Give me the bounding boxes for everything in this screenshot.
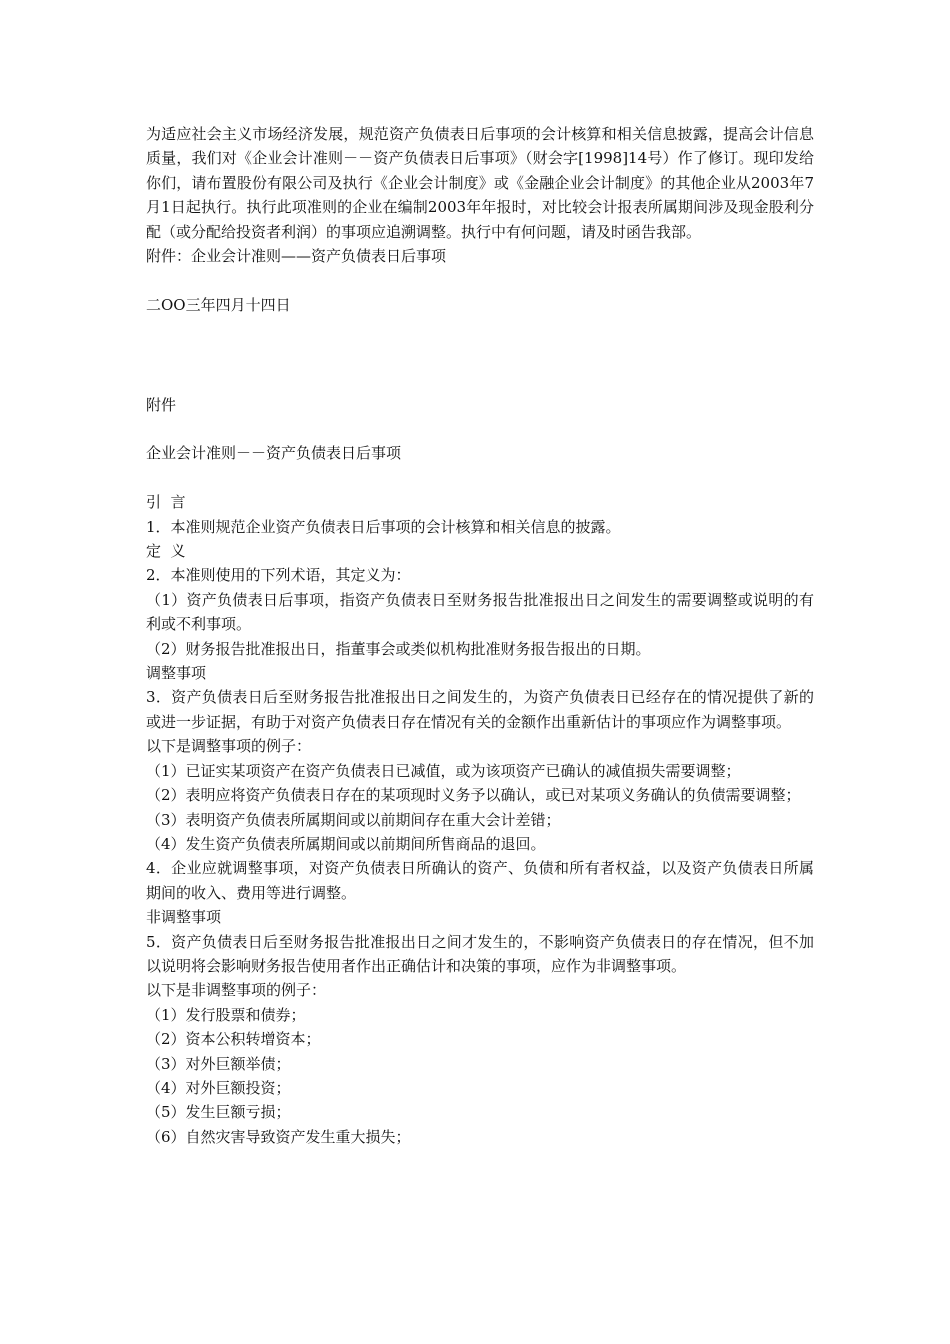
section-heading-intro: 引 言 (146, 493, 186, 512)
clause-2-item-1: （1）资产负债表日后事项，指资产负债表日至财务报告批准报出日之间发生的需要调整或说明的有利或不利事项。 (146, 590, 814, 634)
non-adjusting-examples-intro: 以下是非调整事项的例子： (146, 981, 327, 1000)
clause-1: 1．本准则规范企业资产负债表日后事项的会计核算和相关信息的披露。 (146, 517, 621, 536)
non-adjusting-example-5: （5）发生巨额亏损； (146, 1103, 291, 1122)
spacer (146, 466, 814, 490)
adjusting-examples-intro: 以下是调整事项的例子： (146, 737, 312, 756)
adjusting-example-1: （1）已证实某项资产在资产负债表日已减值，或为该项资产已确认的减值损失需要调整； (146, 761, 741, 780)
spacer (146, 417, 814, 441)
non-adjusting-example-3: （3）对外巨额举债； (146, 1054, 291, 1073)
standard-title: 企业会计准则－－资产负债表日后事项 (146, 444, 402, 463)
non-adjusting-example-1: （1）发行股票和债券； (146, 1005, 306, 1024)
document-page (146, 122, 814, 1149)
spacer (146, 268, 814, 292)
spacer (146, 317, 814, 368)
clause-3: 3．资产负债表日后至财务报告批准报出日之间发生的，为资产负债表日已经存在的情况提供了新的或进一步证据，有助于对资产负债表日存在情况有关的金额作出重新估计的事项应作为调整事项。 (146, 688, 814, 731)
attachment-label: 附件 (146, 395, 177, 414)
clause-2: 2．本准则使用的下列术语，其定义为： (146, 566, 411, 585)
clause-5: 5．资产负债表日后至财务报告批准报出日之间才发生的，不影响资产负债表日的存在情况，但不加以说明将会影响财务报告使用者作出正确估计和决策的事项，应作为非调整事项。 (146, 932, 814, 975)
clause-4: 4．企业应就调整事项，对资产负债表日所确认的资产、负债和所有者权益，以及资产负债表日所属期间的收入、费用等进行调整。 (146, 859, 814, 902)
attachment-reference: 附件：企业会计准则——资产负债表日后事项 (146, 247, 447, 266)
non-adjusting-example-2: （2）资本公积转增资本； (146, 1030, 321, 1049)
non-adjusting-example-4: （4）对外巨额投资； (146, 1078, 291, 1097)
adjusting-example-2: （2）表明应将资产负债表日存在的某项现时义务予以确认，或已对某项义务确认的负债需要调整； (146, 786, 801, 805)
adjusting-example-3: （3）表明资产负债表所属期间或以前期间存在重大会计差错； (146, 810, 561, 829)
non-adjusting-example-6: （6）自然灾害导致资产发生重大损失； (146, 1127, 411, 1146)
notice-body: 为适应社会主义市场经济发展，规范资产负债表日后事项的会计核算和相关信息披露，提高会计信息质量，我们对《企业会计准则－－资产负债表日后事项》（财会字[1998]14号）作了修订。现印发给你们，请布置股份有限公司及执行《企业会计制度》或《金融企业会计制度》的其他企业从2003年7月1日起执行。执行此项准则的企业在编制2003年年报时，对比较会计报表所属期间涉及现金股利分配（或分配给投资者利润）的事项应追溯调整。执行中有何问题，请及时函告我部。 (146, 125, 814, 241)
notice-date: 二OO三年四月十四日 (146, 295, 291, 314)
clause-2-item-2: （2）财务报告批准报出日，指董事会或类似机构批准财务报告报出的日期。 (146, 639, 651, 658)
section-heading-non-adjusting: 非调整事项 (146, 908, 222, 927)
spacer (146, 368, 814, 392)
section-heading-definitions: 定 义 (146, 542, 186, 561)
adjusting-example-4: （4）发生资产负债表所属期间或以前期间所售商品的退回。 (146, 834, 546, 853)
section-heading-adjusting: 调整事项 (146, 664, 207, 683)
